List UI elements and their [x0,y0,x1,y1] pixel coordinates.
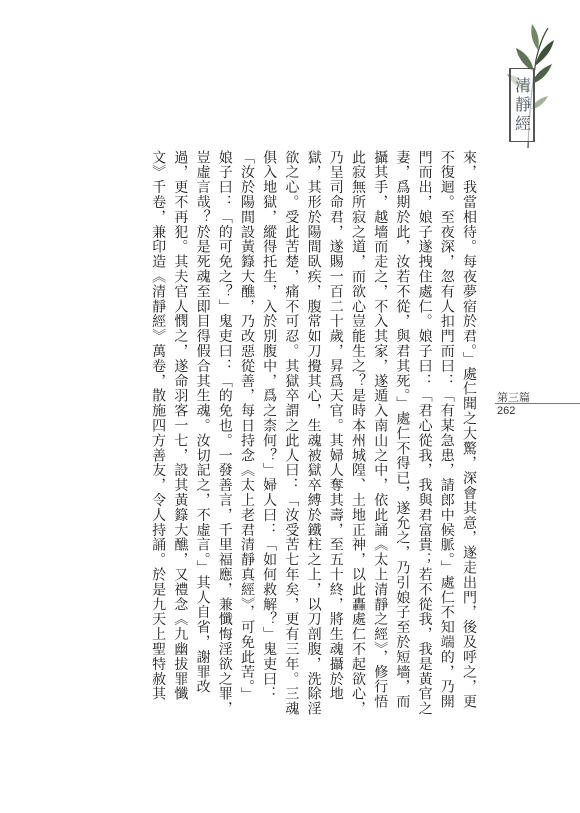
text-column: 來，我當相待。每夜夢宿於君。」處仁聞之大驚，深會其意，遂走出門，後及呼之，更 [461,150,477,710]
text-column: 豈虛言哉？於是死魂至即目得假合其生魂。汝切記之，不虛言。」其人自省，謝罪改 [194,150,211,695]
book-title: 清靜經 [512,76,532,134]
text-column: 「汝於陽間設黃籙大醮，乃改惡從善，每日持念《太上老君清靜真經》，可免此苦。」 [238,150,255,703]
text-column: 攝其手，越墻而走之，不入其家，遂遁入南山之中，依此誦《太上清靜之經》，修行悟 [372,150,389,710]
text-column: 門而出，娘子遂拽住處仁。娘子曰：「君心從我，我與君富貴；若不從我，我是黃官之 [416,150,433,717]
text-column: 過，更不再犯。其夫官人憫之，遂命羽客一七，設其黃籙大醮，又禮念《九幽拔罪懺 [172,150,189,702]
section-label: 第三篇 [497,392,530,404]
text-column: 不復迴。至夜深，忽有人扣門而曰：「有某急患，請郎中候脈。」處仁不知端的，乃開 [438,150,455,710]
book-title-box [509,68,535,142]
page-number: 262 [497,405,516,417]
text-column: 文》千卷，兼印造《清靜經》萬卷，散施四方善友，令人持誦。於是九天上聖特赦其 [150,150,167,702]
text-column: 俱入地獄，縱得托生，入於別腹中，爲之柰何？」婦人曰：「如何救解？」鬼吏曰： [261,150,278,702]
text-column: 妻，爲期於此，汝若不從，與君其死。」處仁不得已，遂允之，乃引娘子至於短墻，而 [394,150,411,710]
body-text [100,150,480,740]
text-column: 乃呈司命君，遂賜一百二十歲，昇爲天官。其婦人奪其壽，至五十終，將生魂攝於地 [327,150,344,702]
text-column: 獄，其形於陽間臥疾，腹常如刀攪其心，生魂被獄卒縛於鐵柱之上，以刀剖腹，洗除淫 [305,150,322,717]
text-column: 此寂無所寂之道，而欲心豈能生之？是時本州城隍、土地正神，以此轟處仁不起欲心， [349,150,366,717]
text-column: 欲之心。受此苦楚，痛不可忍。其獄卒謂之此人曰：「汝受苦七年矣，更有三年。三魂 [283,150,300,717]
header-rule-divider [495,403,580,404]
text-column: 娘子曰：「的可免之？」鬼吏曰：「的免也。一發善言，千里福應，兼懺悔淫欲之罪， [216,150,233,717]
